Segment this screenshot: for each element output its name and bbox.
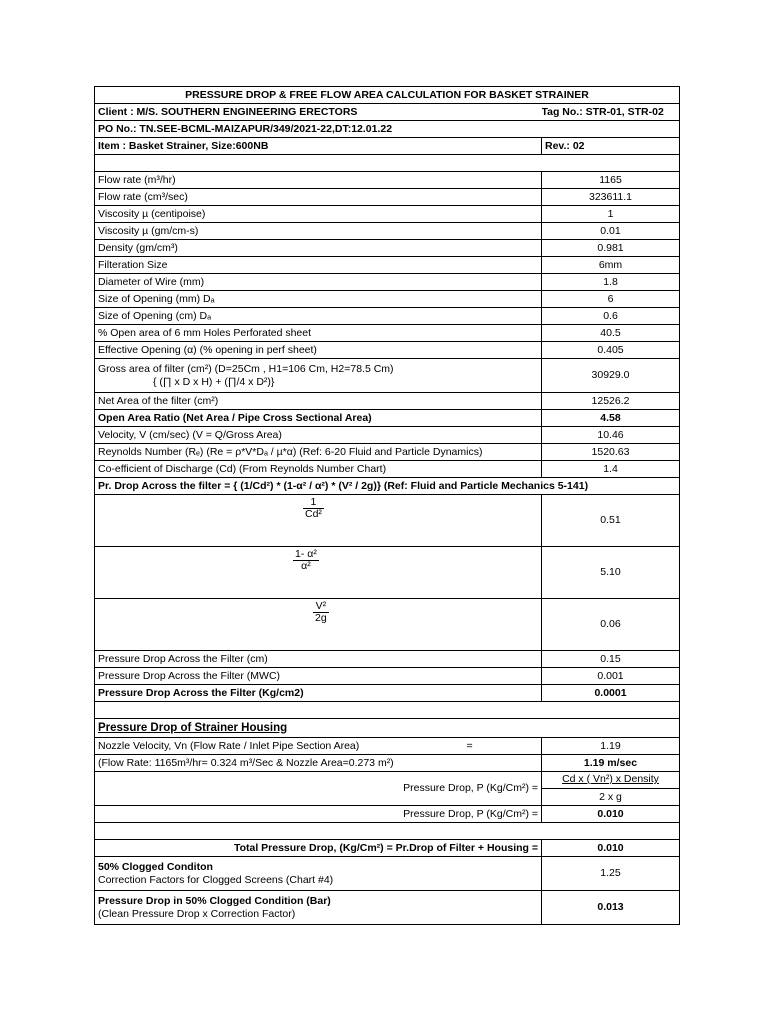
formula-numerator: Cd x ( Vn²) x Density — [542, 773, 679, 789]
clogged-pd-sub: (Clean Pressure Drop x Correction Factor) — [98, 907, 296, 920]
term-value: 0.51 — [542, 495, 680, 547]
clogged-condition — [95, 857, 542, 891]
param-label: % Open area of 6 mm Holes Perforated sheet — [95, 325, 542, 342]
result-value: 0.001 — [542, 668, 680, 685]
flow-rate-note: (Flow Rate: 1165m³/hr= 0.324 m³/Sec & Nozzle Area=0.273 m²) — [95, 755, 542, 772]
nozzle-label: Nozzle Velocity, Vn (Flow Rate / Inlet Pipe Section Area) — [98, 739, 360, 752]
param-label: Size of Opening (cm) Dₐ — [95, 308, 542, 325]
fraction-numerator: V² — [313, 601, 329, 613]
nozzle-velocity-value: 1.19 — [542, 738, 680, 755]
clogged-heading: 50% Clogged Conditon — [98, 860, 213, 873]
formula-denominator: 2 x g — [599, 791, 622, 803]
fraction — [293, 549, 319, 572]
fraction-denominator: 2g — [315, 612, 327, 624]
result-value: 0.0001 — [542, 685, 680, 702]
term-value: 5.10 — [542, 547, 680, 599]
param-label: Net Area of the filter (cm²) — [95, 393, 542, 410]
param-label: Flow rate (m³/hr) — [95, 172, 542, 189]
nozzle-equals: = — [466, 739, 473, 752]
formula-fraction — [542, 773, 679, 804]
param-value: 10.46 — [542, 427, 680, 444]
result-label: Pressure Drop Across the Filter (Kg/cm2) — [95, 685, 542, 702]
nozzle-velocity-label — [95, 738, 542, 755]
housing-heading: Pressure Drop of Strainer Housing — [95, 719, 680, 738]
formula-term — [95, 547, 542, 599]
param-value: 1165 — [542, 172, 680, 189]
gross-area-line1: Gross area of filter (cm²) (D=25Cm , H1=106 Cm, H2=78.5 Cm) — [98, 362, 394, 375]
nozzle-velocity-result: 1.19 m/sec — [542, 755, 680, 772]
param-label: Size of Opening (mm) Dₐ — [95, 291, 542, 308]
param-value: 1.4 — [542, 461, 680, 478]
param-value: 0.405 — [542, 342, 680, 359]
param-label: Co-efficient of Discharge (Cd) (From Reynolds Number Chart) — [95, 461, 542, 478]
param-value: 40.5 — [542, 325, 680, 342]
gross-area-label — [95, 359, 542, 393]
result-label: Pressure Drop Across the Filter (MWC) — [95, 668, 542, 685]
param-label: Velocity, V (cm/sec) (V = Q/Gross Area) — [95, 427, 542, 444]
fraction — [313, 601, 329, 624]
param-value: 0.01 — [542, 223, 680, 240]
formula-term — [95, 599, 542, 651]
fraction-numerator: 1- α² — [295, 548, 317, 560]
pressure-drop-label: Pressure Drop, P (Kg/Cm²) = — [95, 806, 542, 823]
blank-row — [95, 155, 680, 172]
result-label: Pressure Drop Across the Filter (cm) — [95, 651, 542, 668]
param-value: 4.58 — [542, 410, 680, 427]
formula-term — [95, 495, 542, 547]
param-label: Open Area Ratio (Net Area / Pipe Cross Sectional Area) — [95, 410, 542, 427]
param-value: 323611.1 — [542, 189, 680, 206]
gross-area-line2: { (∏ x D x H) + (∏/4 x D²)} — [153, 375, 275, 388]
formula-heading: Pr. Drop Across the filter = { (1/Cd²) * (1-α² / α²) * (V² / 2g)} (Ref: Fluid and Particle Mechanics 5-141) — [95, 478, 680, 495]
param-value: 0.981 — [542, 240, 680, 257]
clogged-pressure-drop-value: 0.013 — [542, 891, 680, 925]
fraction-denominator: α² — [301, 560, 311, 572]
revision: Rev.: 02 — [542, 138, 680, 155]
calculation-sheet — [94, 86, 680, 925]
param-label: Filteration Size — [95, 257, 542, 274]
pressure-drop-value: 0.010 — [542, 806, 680, 823]
result-value: 0.15 — [542, 651, 680, 668]
client-name: Client : M/S. SOUTHERN ENGINEERING ERECTORS — [95, 104, 542, 121]
clogged-pressure-drop — [95, 891, 542, 925]
param-label: Viscosity µ (gm/cm-s) — [95, 223, 542, 240]
item-description: Item : Basket Strainer, Size:600NB — [95, 138, 542, 155]
param-value: 6mm — [542, 257, 680, 274]
fraction-denominator: Cd² — [305, 508, 322, 520]
param-value: 0.6 — [542, 308, 680, 325]
param-label: Density (gm/cm³) — [95, 240, 542, 257]
total-pressure-drop-value: 0.010 — [542, 840, 680, 857]
blank-row — [95, 823, 680, 840]
clogged-pd-heading: Pressure Drop in 50% Clogged Condition (Bar) — [98, 894, 331, 907]
tag-number: Tag No.: STR-01, STR-02 — [542, 104, 680, 121]
fraction-numerator: 1 — [303, 497, 324, 509]
param-label: Reynolds Number (Rₑ) (Re = ρ*V*Dₐ / µ*α) (Ref: 6-20 Fluid and Particle Dynamics) — [95, 444, 542, 461]
param-value: 6 — [542, 291, 680, 308]
po-number: PO No.: TN.SEE-BCML-MAIZAPUR/349/2021-22,DT:12.01.22 — [95, 121, 680, 138]
total-pressure-drop-label: Total Pressure Drop, (Kg/Cm²) = Pr.Drop of Filter + Housing = — [95, 840, 542, 857]
correction-factor-label: Correction Factors for Clogged Screens (Chart #4) — [98, 873, 334, 886]
param-value: 1.8 — [542, 274, 680, 291]
fraction — [303, 497, 324, 520]
sheet-title: PRESSURE DROP & FREE FLOW AREA CALCULATION FOR BASKET STRAINER — [95, 87, 680, 104]
param-value: 1 — [542, 206, 680, 223]
param-label: Flow rate (cm³/sec) — [95, 189, 542, 206]
param-value: 12526.2 — [542, 393, 680, 410]
pressure-drop-formula-label: Pressure Drop, P (Kg/Cm²) = — [95, 772, 542, 806]
param-value: 1520.63 — [542, 444, 680, 461]
gross-area-value: 30929.0 — [542, 359, 680, 393]
correction-factor-value: 1.25 — [542, 857, 680, 891]
blank-row — [95, 702, 680, 719]
param-label: Effective Opening (α) (% opening in perf sheet) — [95, 342, 542, 359]
term-value: 0.06 — [542, 599, 680, 651]
param-label: Viscosity µ (centipoise) — [95, 206, 542, 223]
pressure-drop-formula — [542, 772, 680, 806]
param-label: Diameter of Wire (mm) — [95, 274, 542, 291]
